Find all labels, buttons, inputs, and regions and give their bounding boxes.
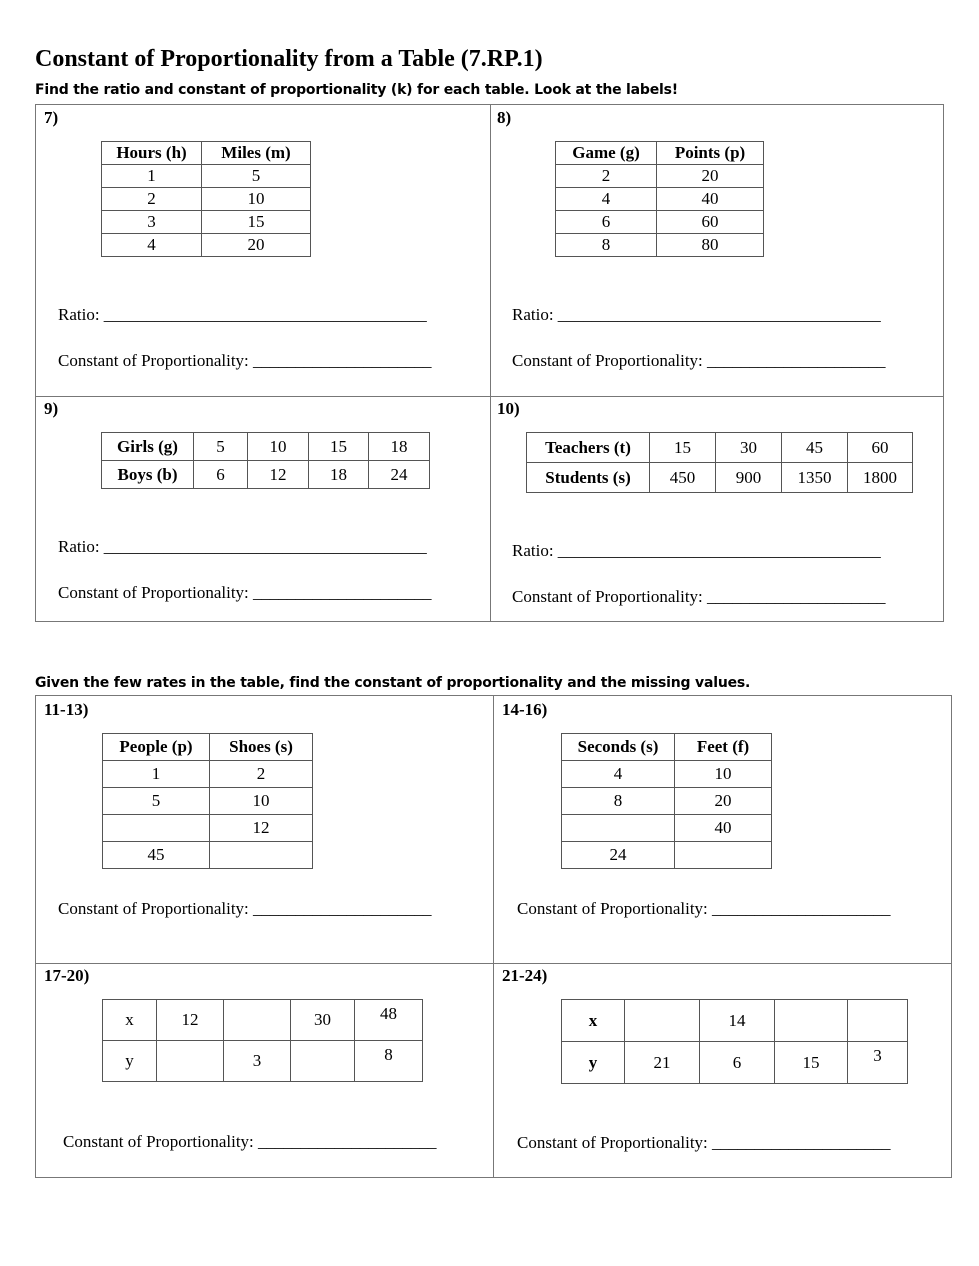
table-cell: 1 <box>102 165 202 188</box>
problem-number: 8) <box>497 108 512 127</box>
table-cell: 1350 <box>782 463 848 493</box>
data-table <box>102 733 313 869</box>
table-cell: 8 <box>355 1041 423 1082</box>
blank-cell[interactable] <box>291 1041 355 1082</box>
column-header: Seconds (s) <box>562 734 675 761</box>
table-row <box>102 433 430 461</box>
constant-answer-line[interactable]: Constant of Proportionality: _____________________ <box>63 1132 437 1151</box>
table-cell: 12 <box>248 461 309 489</box>
divider <box>35 396 944 397</box>
table-row <box>102 461 430 489</box>
table-cell: 10 <box>202 188 311 211</box>
table-row <box>562 1000 908 1042</box>
ratio-answer-line[interactable]: Ratio: ______________________________________ <box>512 541 881 560</box>
table-cell: 48 <box>355 1000 423 1041</box>
table-header-row <box>562 734 772 761</box>
table-row <box>556 234 764 257</box>
table-cell: 6 <box>194 461 248 489</box>
column-header: Game (g) <box>556 142 657 165</box>
table-cell: 60 <box>657 211 764 234</box>
table-cell: 40 <box>675 815 772 842</box>
table-row <box>556 188 764 211</box>
table-cell: 20 <box>675 788 772 815</box>
blank-cell[interactable] <box>675 842 772 869</box>
table-cell: 18 <box>309 461 369 489</box>
blank-cell[interactable] <box>210 842 313 869</box>
problem-number: 11-13) <box>44 700 89 719</box>
table-cell: 3 <box>224 1041 291 1082</box>
table-cell: 3 <box>848 1042 908 1084</box>
blank-cell[interactable] <box>157 1041 224 1082</box>
table-cell: 15 <box>775 1042 848 1084</box>
blank-cell[interactable] <box>625 1000 700 1042</box>
problem-number: 21-24) <box>502 966 548 985</box>
data-table <box>526 432 913 493</box>
ratio-answer-line[interactable]: Ratio: ______________________________________ <box>58 305 427 324</box>
blank-cell[interactable] <box>103 815 210 842</box>
table-cell: 45 <box>103 842 210 869</box>
data-table <box>555 141 764 257</box>
table-cell: Girls (g) <box>102 433 194 461</box>
table-row <box>103 788 313 815</box>
table-row <box>103 815 313 842</box>
table-cell: 45 <box>782 433 848 463</box>
table-header-row <box>556 142 764 165</box>
table-cell: 1 <box>103 761 210 788</box>
table-cell: 4 <box>102 234 202 257</box>
table-row <box>527 463 913 493</box>
table-cell: 6 <box>700 1042 775 1084</box>
table-cell: 6 <box>556 211 657 234</box>
table-row <box>103 761 313 788</box>
ratio-answer-line[interactable]: Ratio: ______________________________________ <box>58 537 427 556</box>
table-cell: 4 <box>562 761 675 788</box>
column-header: Shoes (s) <box>210 734 313 761</box>
column-header: Miles (m) <box>202 142 311 165</box>
table-cell: 900 <box>716 463 782 493</box>
column-header: Feet (f) <box>675 734 772 761</box>
blank-cell[interactable] <box>775 1000 848 1042</box>
table-cell: y <box>103 1041 157 1082</box>
page-title: Constant of Proportionality from a Table (7.RP.1) <box>35 46 543 72</box>
table-row <box>556 211 764 234</box>
table-row <box>527 433 913 463</box>
table-cell: 10 <box>675 761 772 788</box>
table-cell: 8 <box>556 234 657 257</box>
constant-answer-line[interactable]: Constant of Proportionality: _____________________ <box>512 351 886 370</box>
table-row <box>556 165 764 188</box>
constant-answer-line[interactable]: Constant of Proportionality: _____________________ <box>58 899 432 918</box>
table-cell: 12 <box>210 815 313 842</box>
table-cell: 21 <box>625 1042 700 1084</box>
table-cell: x <box>103 1000 157 1041</box>
table-row <box>102 188 311 211</box>
constant-answer-line[interactable]: Constant of Proportionality: _____________________ <box>58 351 432 370</box>
table-cell: 30 <box>716 433 782 463</box>
table-cell: 40 <box>657 188 764 211</box>
table-cell: 60 <box>848 433 913 463</box>
table-row <box>103 1000 423 1041</box>
table-row <box>103 842 313 869</box>
table-cell: 24 <box>369 461 430 489</box>
table-cell: 12 <box>157 1000 224 1041</box>
table-cell: y <box>562 1042 625 1084</box>
table-cell: Teachers (t) <box>527 433 650 463</box>
table-cell: 15 <box>309 433 369 461</box>
table-cell: 14 <box>700 1000 775 1042</box>
table-row <box>562 1042 908 1084</box>
divider <box>35 963 952 964</box>
instructions-part-2: Given the few rates in the table, find the constant of proportionality and the missing values. <box>35 675 751 691</box>
column-header: Hours (h) <box>102 142 202 165</box>
table-row <box>562 761 772 788</box>
divider <box>493 695 494 1178</box>
table-cell: 5 <box>194 433 248 461</box>
table-cell: 8 <box>562 788 675 815</box>
column-header: People (p) <box>103 734 210 761</box>
table-cell: 2 <box>102 188 202 211</box>
table-cell: 20 <box>202 234 311 257</box>
table-cell: 450 <box>650 463 716 493</box>
table-cell: Boys (b) <box>102 461 194 489</box>
data-table <box>561 733 772 869</box>
table-cell: 10 <box>248 433 309 461</box>
data-table <box>101 432 430 489</box>
blank-cell[interactable] <box>562 815 675 842</box>
table-cell: Students (s) <box>527 463 650 493</box>
constant-answer-line[interactable]: Constant of Proportionality: _____________________ <box>512 587 886 606</box>
data-table <box>561 999 908 1084</box>
instructions-part-1: Find the ratio and constant of proportionality (k) for each table. Look at the labels! <box>35 82 678 98</box>
table-row <box>102 165 311 188</box>
table-cell: 80 <box>657 234 764 257</box>
ratio-answer-line[interactable]: Ratio: ______________________________________ <box>512 305 881 324</box>
table-row <box>562 788 772 815</box>
table-cell: 4 <box>556 188 657 211</box>
table-row <box>562 815 772 842</box>
column-header: Points (p) <box>657 142 764 165</box>
problem-number: 17-20) <box>44 966 90 985</box>
table-cell: 20 <box>657 165 764 188</box>
divider <box>490 104 491 622</box>
table-cell: 2 <box>556 165 657 188</box>
table-row <box>103 1041 423 1082</box>
table-cell: 2 <box>210 761 313 788</box>
table-cell: x <box>562 1000 625 1042</box>
data-table <box>101 141 311 257</box>
table-cell: 30 <box>291 1000 355 1041</box>
table-cell: 18 <box>369 433 430 461</box>
table-cell: 24 <box>562 842 675 869</box>
table-cell: 5 <box>202 165 311 188</box>
table-cell: 5 <box>103 788 210 815</box>
constant-answer-line[interactable]: Constant of Proportionality: _____________________ <box>58 583 432 602</box>
blank-cell[interactable] <box>224 1000 291 1041</box>
problem-number: 7) <box>44 108 59 127</box>
problem-number: 10) <box>497 399 520 418</box>
data-table <box>102 999 423 1082</box>
table-cell: 10 <box>210 788 313 815</box>
problem-number: 9) <box>44 399 59 418</box>
table-cell: 15 <box>202 211 311 234</box>
problem-number: 14-16) <box>502 700 548 719</box>
table-cell: 3 <box>102 211 202 234</box>
table-cell: 15 <box>650 433 716 463</box>
table-row <box>102 211 311 234</box>
table-row <box>102 234 311 257</box>
table-header-row <box>102 142 311 165</box>
constant-answer-line[interactable]: Constant of Proportionality: _____________________ <box>517 899 891 918</box>
table-row <box>562 842 772 869</box>
table-cell: 1800 <box>848 463 913 493</box>
constant-answer-line[interactable]: Constant of Proportionality: _____________________ <box>517 1133 891 1152</box>
table-header-row <box>103 734 313 761</box>
blank-cell[interactable] <box>848 1000 908 1042</box>
